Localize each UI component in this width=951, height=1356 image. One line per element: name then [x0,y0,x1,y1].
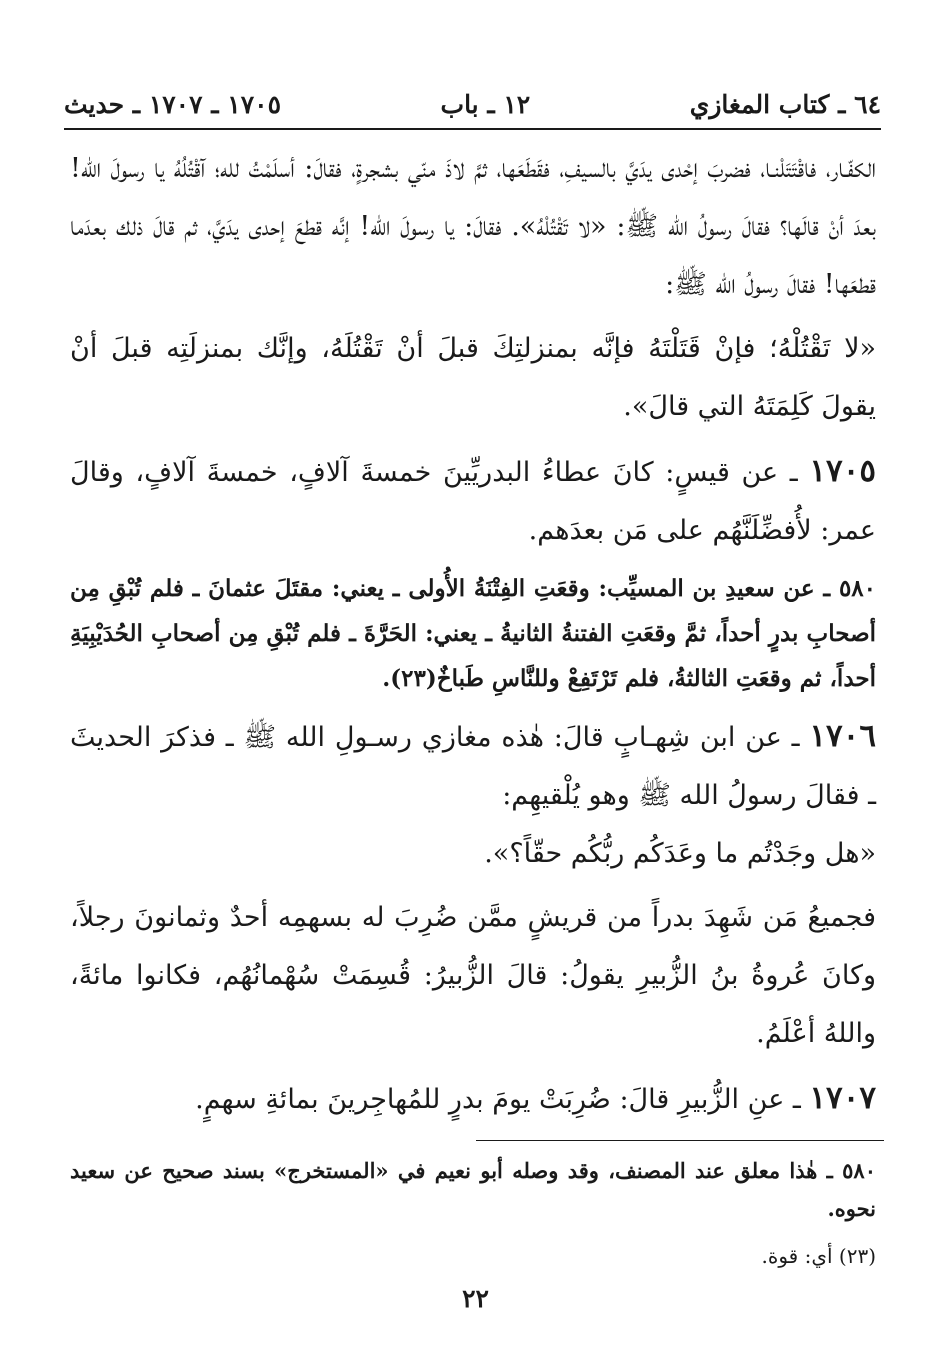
page-number: ٢٢ [462,1284,489,1313]
paragraph-narration: فجميعُ مَن شَهِدَ بدراً من قريشٍ ممَّن ضُرِبَ له بسهمِه أحدٌ وثمانونَ رجلاً، وكانَ عُروةُ بنُ الزُّبيرِ يقولُ: قالَ الزُّبيرُ: قُسِمَتْ سُهْمانُهُم، فكانوا مائةً، واللهُ أعْلَمُ. [70,902,876,1049]
hadith-number: ١٧٠٦ [809,718,876,754]
footnote-23: (٢٣) أي: قوة. [761,1244,876,1268]
main-text [70,140,876,1129]
header-section: ١٢ ـ باب [440,89,531,119]
footnotes [70,1152,876,1274]
footnote-580: ٥٨٠ ـ هٰذا معلق عند المصنف، وقد وصله أبو نعيم في «المستخرج» بسند صحيح عن سعيد نحوه. [70,1158,876,1221]
paragraph-prophet-quote: «لا تَقْتُلْهُ؛ فإنْ قَتَلْتَهُ فإنَّه بمنزلتِكَ قبلَ أنْ تَقْتُلَهُ، وإنَّك بمنزلَتِه قبلَ أنْ يقولَ كَلِمَتَهُ التي قالَ». [70,333,876,422]
header-chapter: ٦٤ ـ كتاب المغازي [689,89,881,119]
hadith-1707 [70,1069,876,1129]
hadith-text: ـ عن قيسٍ: كانَ عطاءُ البدريِّينَ خمسةَ آلافٍ، خمسةَ آلافٍ، وقالَ عمر: لأُفضِّلَنَّهُم على مَن بعدَهم. [70,457,876,546]
paragraph-continued: الكفّـار، فاقْتَتَلْنـا، فضربَ إحْدى يدَيَّ بالسيفِ، فقَطَعَها، ثمَّ لاذَ منّي بشجرةٍ، فقالَ: أسلَمْتُ لله؛ آقْتُلُهُ يا رسولَ الله! بعدَ أنْ قالَها؟ فقالَ رسولُ الله ﷺ: «لا تَقْتُلْهُ». فقالَ: يا رسولَ الله! إنَّه قطعَ إحدى يدَيَّ، ثم قالَ ذلك بعدَما قطعَها! فقالَ رسولُ الله ﷺ: [70,153,876,300]
hadith-number: ١٧٠٧ [809,1080,876,1116]
hadith-number: ١٧٠٥ [809,453,876,489]
hadith-text: ـ عن ابن شِهـابٍ قالَ: هٰذه مغازي رسـولِ الله ﷺ ـ فذكرَ الحديثَ ـ فقالَ رسولُ الله ﷺ وهو يُلْقيهِم: [70,722,876,811]
hadith-text: ـ عنِ الزُّبيرِ قالَ: ضُرِبَتْ يومَ بدرٍ للمُهاجِرينَ بمائةِ سهمٍ. [195,1084,801,1115]
header-hadith-range: ١٧٠٥ ـ ١٧٠٧ ـ حديث [64,89,281,119]
header-rule [64,128,881,130]
hadith-1705 [70,442,876,560]
hadith-1706 [70,707,876,825]
running-header [64,84,881,124]
paragraph-quote: «هل وجَدْتُم ما وعَدَكُم ربُّكُم حقّاً؟». [484,838,876,869]
footnote-rule [476,1140,884,1141]
commentary-580: ٥٨٠ ـ عن سعيدِ بن المسيِّب: وقعَتِ الفِتْنَةُ الأُولى ـ يعني: مقتَلَ عثمانَ ـ فلم تُبْقِ مِن أصحابِ بدرٍ أحداً، ثمَّ وقعَتِ الفتنةُ الثانيةُ ـ يعني: الحَرَّةَ ـ فلم تُبْقِ مِن أصحابِ الحُدَيْبِيَةِ أحداً، ثم وقعَتِ الثالثةُ، فلم تَرْتَفِعْ وللنَّاسِ طَباخٌ(٢٣). [70,575,876,692]
